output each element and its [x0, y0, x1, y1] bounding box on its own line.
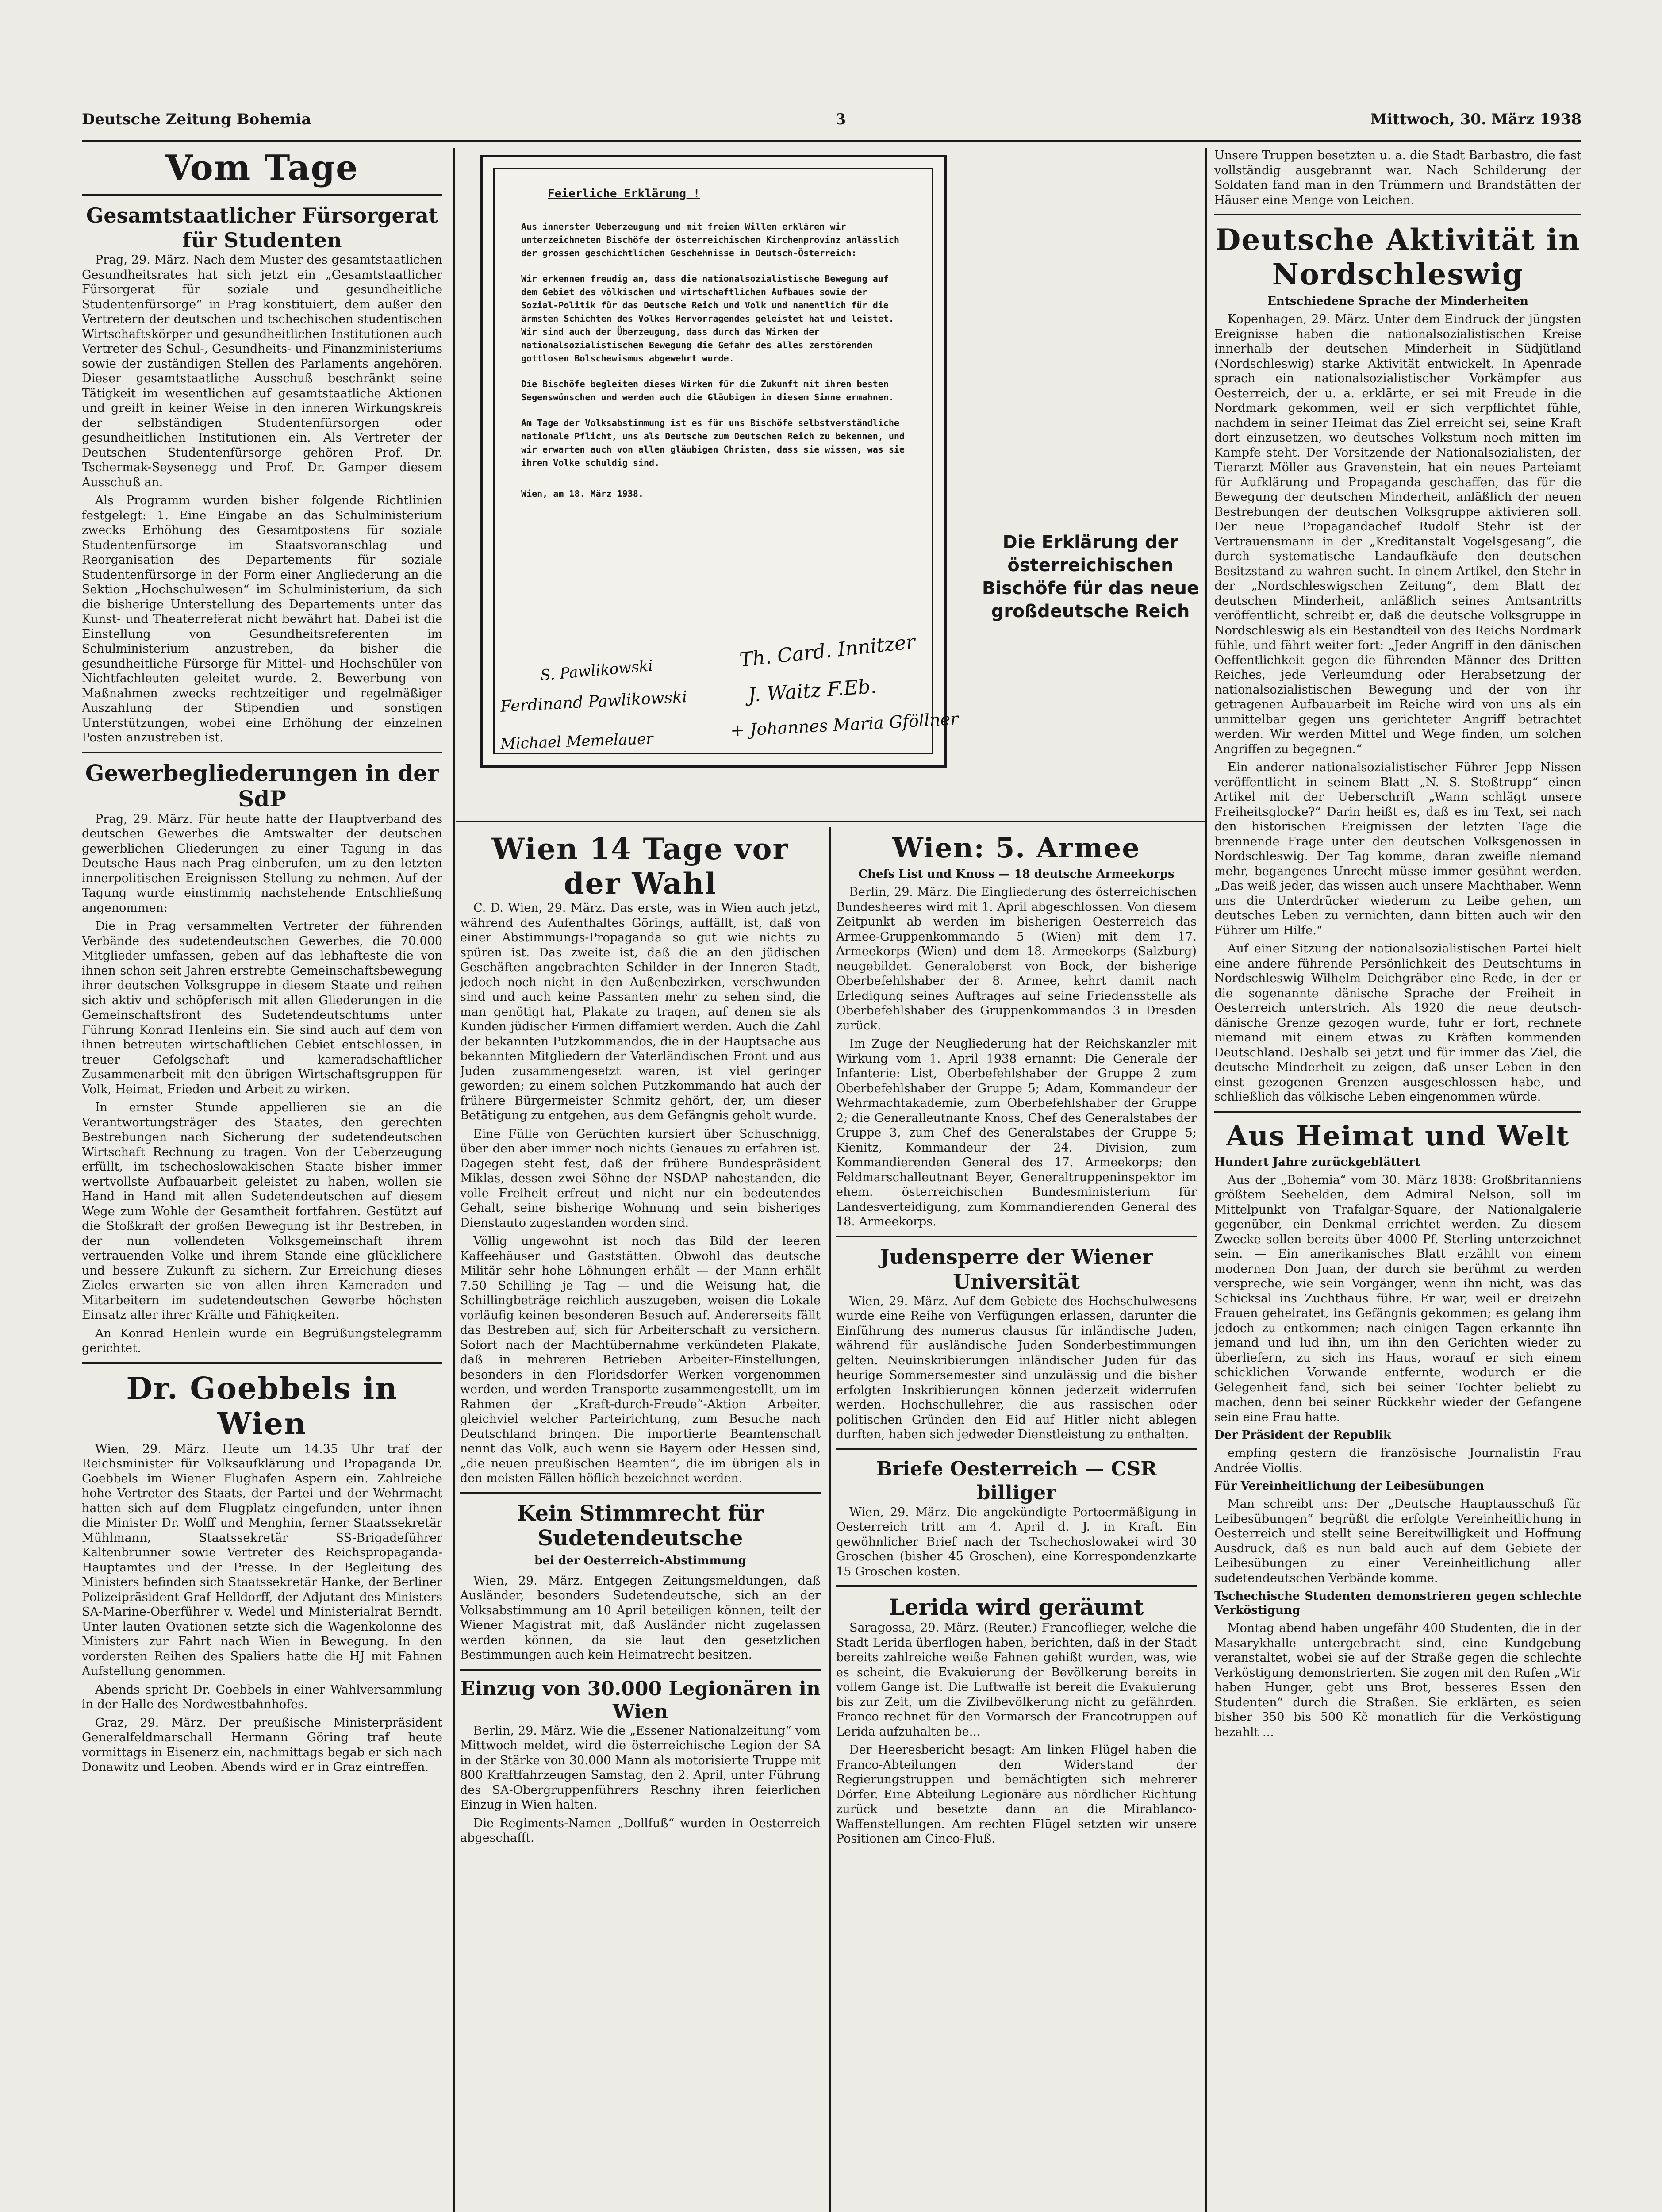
column-2	[460, 832, 821, 2212]
column-rule	[829, 827, 831, 2212]
headline: Deutsche Aktivität in Nordschleswig	[1215, 223, 1581, 292]
paragraph: Berlin, 29. März. Wie die „Essener Nationalzeitung“ vom Mittwoch meldet, wird die österreichische Legion der SA in der Stärke von 30.000 Mann als motorisierte Truppe mit 800 Kraftfahrzeugen Samstag, den 2. April, unter Führung des SA-Obergruppenführers Reschny ihren feierlichen Einzug in Wien halten.	[460, 1724, 821, 1812]
facsimile-date: Wien, am 18. März 1938.	[521, 488, 644, 499]
divider	[456, 821, 1205, 822]
paragraph: Völlig ungewohnt ist noch das Bild der leeren Kaffeehäuser und Gaststätten. Obwohl das deutsche Militär sehr hohe Löhnungen erhält — der Mann erhält 7.50 Schilling je Tag — und die Weisung hat, die Schillingbeträge reichlich auszugeben, weisen die Lokale vorläufig keinen besonderen Besuch auf. Andererseits fällt das Bestreben auf, sich für Arbeiterschaft zu versichern. Sofort nach der Machtübernahme verkündeten Plakate, daß in mehreren Betrieben Arbeiter-Einstellungen, besonders in den Floridsdorfer Werken vorgenommen werden, und werden Transporte zusammengestellt, um im Rahmen der „Kraft-durch-Freude“-Aktion Arbeiter, gleichviel welcher Parteirichtung, zum Besuche nach Deutschland bringen. Die importierte Beamtenschaft nennt das Volk, auch wenn sie Bayern oder Hessen sind, „die neuen preußischen Beamten“, die im übrigen als in den meisten Fällen höflich bezeichnet werden.	[460, 1234, 821, 1485]
paragraph: Die in Prag versammelten Vertreter der führenden Verbände des sudetendeutschen Gewerbes, die 70.000 Mitglieder umfassen, geben auf das lebhafteste die von ihnen schon seit Jahren erstrebte Gemeinschaftsbewegung ihrer deutschen Volksgruppe in diesem Staate und reihen sich aktiv und schöpferisch mit allen Gliederungen in die Gemeinschaftsfront des Sudetendeutschtums unter Führung Konrad Henleins ein. Sie sind auch auf dem von ihnen betreuten wirtschaftlichen Gebiet entschlossen, in treuer Gefolgschaft und kameradschaftlicher Zusammenarbeit mit den übrigen Wirtschaftsgruppen für Volk, Heimat, Frieden und Arbeit zu wirken.	[82, 919, 442, 1096]
paragraph: Im Zuge der Neugliederung hat der Reichskanzler mit Wirkung vom 1. April 1938 ernannt: Die Generale der Infanterie: List, Oberbefehlshaber der Gruppe 2 zum Oberbefehlshaber der Gruppe 5; Adam, Kommandeur der Wehrmachtakademie, zum Oberbefehlshaber der Gruppe 2; die Generalleutnante Knoss, Chef des Generalstabes der Gruppe 3, zum Chef des Generalstabes der Gruppe 5; Kienitz, Kommandeur der 24. Division, zum Kommandierenden General des 17. Armeekorps; den Feldmarschalleutnant Beyer, Generaltruppeninspektor im ehem. österreichischen Bundesministerium für Landesverteidigung, zum Kommandierenden General des 18. Armeekorps.	[836, 1037, 1197, 1229]
section-title: Vom Tage	[165, 148, 359, 188]
divider	[1214, 214, 1581, 215]
facsimile-paragraph: Aus innerster Ueberzeugung und mit freiem Willen erklären wir unterzeichneten Bischöfe der österreichischen Kirchenprovinz anlässlich der grossen geschichtlichen Geschehnisse in Deutsch-Österreich:	[521, 221, 899, 258]
subheadline: Hundert Jahre zurückgeblättert	[1214, 1155, 1420, 1169]
headline: Dr. Goebbels in Wien	[126, 1371, 398, 1442]
masthead-rule	[82, 140, 1581, 142]
headline: Kein Stimmrecht für Sudetendeutsche	[517, 1501, 764, 1551]
subheadline: Der Präsident der Republik	[1214, 1429, 1391, 1442]
masthead	[82, 101, 1581, 138]
headline: Einzug von 30.000 Legionären in Wien	[460, 1677, 821, 1723]
masthead-title: Deutsche Zeitung Bohemia	[82, 111, 311, 128]
paragraph: Eine Fülle von Gerüchten kursiert über Schuschnigg, über den aber immer noch nichts Genaues zu erfahren ist. Dagegen steht fest, daß der frühere Bundespräsident Miklas, dessen zwei Söhne der NSDAP nahestanden, die volle Freiheit erfreut und nicht nur ein bedeutendes Gehalt, seine bisherige Wohnung und sein bisheriges Dienstauto zugestanden worden sind.	[460, 1127, 821, 1230]
facsimile-paragraph: Am Tage der Volksabstimmung ist es für uns Bischöfe selbstverständliche nationale Pflicht, uns als Deutsche zum Deutschen Reich zu bekennen, und wir erwarten auch von allen gläubigen Christen, dass sie wissen, was sie ihrem Volke schuldig sind.	[521, 418, 905, 468]
facsimile-paragraph: Die Bischöfe begleiten dieses Wirken für die Zukunft mit ihren besten Segenswünschen und werden auch die Gläubigen in diesem Sinne ermahnen.	[521, 379, 894, 403]
paragraph: Ein anderer nationalsozialistischer Führer Jepp Nissen veröffentlicht in seinem Blatt „N. S. Stoßtrupp“ einen Artikel mit der Ueberschrift „Wann schlägt unsere Freiheitsglocke?“ Darin heißt es, daß es im Text, sei nach den historischen Ereignissen der letzten Tage die brennende Frage unter den deutschen Volksgenossen in Nordschleswig. Der Tag komme, daran zweifle niemand mehr, begangenes Unrecht müsse immer gesühnt werden. „Das weiß jeder, das wissen auch unsere Machthaber. Wenn uns die Unterdrücker wiederum zu Leibe gehen, um deutsches Leben zu vernichten, dann bitten auch wir den Führer um Hilfe.“	[1214, 760, 1581, 937]
divider	[836, 1448, 1197, 1450]
paragraph: Die Regiments-Namen „Dollfuß“ wurden in Oesterreich abgeschafft.	[460, 1816, 821, 1845]
facsimile-title: Feierliche Erklärung !	[548, 187, 700, 200]
masthead-date: Mittwoch, 30. März 1938	[1370, 111, 1581, 128]
paragraph: Wien, 29. März. Entgegen Zeitungsmeldungen, daß Ausländer, besonders Sudetendeutsche, sich an der Volksabstimmung am 10 April beteiligen können, teilt der Wiener Magistrat mit, daß Ausländer nicht zugelassen werden können, da sie laut den gesetzlichen Bestimmungen auch kein Heimatrecht besitzen.	[460, 1574, 821, 1662]
paragraph: An Konrad Henlein wurde ein Begrüßungstelegramm gerichtet.	[82, 1326, 442, 1355]
divider	[82, 752, 442, 753]
paragraph: Unsere Truppen besetzten u. a. die Stadt Barbastro, die fast vollständig ausgebrannt war. Nach Schilderung der Soldaten fand man in den Trümmern und Brandstätten der Häuser eine Menge von Leichen.	[1214, 149, 1581, 207]
paragraph: Auf einer Sitzung der nationalsozialistischen Partei hielt eine andere führende Persönlichkeit des Deutschtums in Nordschleswig Wilhelm Deichgräber eine Rede, in der er die sogenannte dänische Sprache der Freiheit in Oesterreich unterstrich. Als 1920 die neue deutsch-dänische Grenze gezogen wurde, fuhr er fort, rechnete niemand mit einem etwas zu Kräften kommenden Deutschland. Deshalb sei jetzt und für immer das Ziel, die deutsche Minderheit zu zeigen, daß unser Leben in den einst gezogenen Grenzen ausgeschlossen habe, und schließlich das völkische Leben eingenommen würde.	[1214, 942, 1581, 1104]
column-3	[836, 832, 1197, 2212]
paragraph: Wien, 29. März. Heute um 14.35 Uhr traf der Reichsminister für Volksaufklärung und Propaganda Dr. Goebbels im Wiener Flughafen Aspern ein. Zahlreiche hohe Vertreter des Staats, der Partei und der Wehrmacht hatten sich auf dem Flugplatz eingefunden, unter ihnen die Minister Dr. Wolff und Menghin, ferner Staatssekretär Mühlmann, Staatssekretär SS-Brigadeführer Kaltenbrunner sowie Vertreter des Reichspropaganda-Hauptamtes und der Presse. In der Begleitung des Ministers befinden sich Staatssekretär Hanke, der Berliner Polizeipräsident Graf Helldorff, der Adjutant des Ministers SA-Marine-Oberführer v. Wedel und Ministerialrat Berndt. Unter lauten Ovationen setzte sich die Wagenkolonne des Ministers zur Fahrt nach Wien in Bewegung. In den vordersten Reihen des Spaliers hatte die HJ mit Fahnen Aufstellung genommen.	[82, 1442, 442, 1678]
page-number: 3	[835, 111, 846, 128]
paragraph: In ernster Stunde appellieren sie an die Verantwortungsträger des Staates, den gerechten Bestrebungen nach Sicherung der sudetendeutschen Wirtschaft Rechnung zu tragen. Von der Ueberzeugung erfüllt, im tschechoslowakischen Staate bisher immer wertvollste Aufbauarbeit geleistet zu haben, wollen sie Hand in Hand mit allen Sudetendeutschen auf diesem Wege zum Wohle der Gesamtheit fortfahren. Gestützt auf die Stoßkraft der großen Bewegung ist ihr Bestreben, in der nun vollendeten Volksgemeinschaft ihrem vertrauenden Volke und ihrem Stande eine glücklichere und bessere Zukunft zu sichern. Zur Erreichung dieses Zieles erwarten sie von allen ihren Kameraden und Mitarbeitern im sudetendeutschen Gewerbe höchsten Einsatz aller ihrer Kräfte und Fähigkeiten.	[82, 1101, 442, 1322]
paragraph: Graz, 29. März. Der preußische Ministerpräsident Generalfeldmarschall Hermann Göring traf heute vormittags in Eisenerz ein, nachmittags begab er sich nach Donawitz und Leoben. Abends wird er in Graz eintreffen.	[82, 1716, 442, 1774]
subheadline: bei der Oesterreich-Abstimmung	[534, 1554, 746, 1567]
divider	[460, 1669, 821, 1671]
column-1	[82, 148, 442, 2212]
photo-caption: Die Erklärung der österreichischen Bischöfe für das neue großdeutsche Reich	[982, 532, 1199, 622]
subheadline: Tschechische Studenten demonstrieren gegen schlechte Verköstigung	[1214, 1590, 1581, 1617]
column-rule	[1205, 148, 1207, 2212]
paragraph: Prag, 29. März. Nach dem Muster des gesamtstaatlichen Gesundheitsrates hat sich jetzt ein „Gesamtstaatlicher Fürsorgerat für soziale und gesundheitliche Studentenfürsorge“ in Prag konstituiert, dem außer den Vertretern der deutschen und tschechischen studentischen Wirtschaftskörper und gesundheitlichen Institutionen auch Vertreter des Schul-, Gesundheits- und Finanzministeriums sowie der zuständigen Stellen des Parlaments angehören. Dieser gesamtstaatliche Ausschuß beschränkt seine Tätigkeit im wesentlichen auf gesamtstaatliche Aktionen und greift in keiner Weise in den inneren Wirkungskreis der selbständigen Studentenfürsorgen oder gesundheitlichen Institutionen ein. Als Vertreter der Deutschen Studentenfürsorge gehören Prof. Dr. Tschermak-Seysenegg und Prof. Dr. Gamper diesem Ausschuß an.	[82, 253, 442, 489]
divider	[1214, 1111, 1581, 1113]
signature: J. Waitz F.Eb.	[747, 675, 878, 707]
paragraph: Berlin, 29. März. Die Eingliederung des österreichischen Bundesheeres wird mit 1. April abgeschlossen. Von diesem Zeitpunkt ab werden im bisherigen Oesterreich das Armee-Gruppenkommando 5 (Wien) mit dem 17. Armeekorps (Wien) und dem 18. Armeekorps (Salzburg) neugebildet. Generaloberst von Bock, der bisherige Oberbefehlshaber der 8. Armee, kehrt damit nach Erledigung seines Auftrages auf seine Friedensstelle als Oberbefehlshaber des Gruppenkommandos 3 in Dresden zurück.	[836, 885, 1197, 1033]
paragraph: Prag, 29. März. Für heute hatte der Hauptverband des deutschen Gewerbes die Amtswalter der deutschen gewerblichen Gliederungen zu einer Tagung in das Deutsche Haus nach Prag einberufen, um zu den letzten innerpolitischen Ereignissen Stellung zu nehmen. Auf der Tagung wurde einstimmig nachstehende Entschließung angenommen:	[82, 812, 442, 915]
column-rule	[453, 148, 455, 2212]
divider	[836, 1236, 1197, 1237]
signature: Ferdinand Pawlikowski	[500, 687, 688, 716]
paragraph: Aus der „Bohemia“ vom 30. März 1838: Großbritanniens größtem Seehelden, dem Admiral Nelson, soll im Mittelpunkt von Trafalgar-Square, der Nationalgalerie gegenüber, ein Denkmal errichtet werden. Zu diesem Zwecke sollen bereits über 4000 Pf. Sterling unterzeichnet sein. — Ein amerikanisches Blatt erzählt von einem modernen Don Juan, der durch sie berühmt zu werden verspreche, wie sein Vorgänger, wenn ihn nicht, was das Schicksal ins Zuchthaus führe. Er war, weil er dreizehn Frauen geheiratet, ins Gefängnis gekommen; es gelang ihm jedoch zu entkommen; nach einigen Tagen erkannte ihn jemand und lud ihn, um ihn den Gerichten wieder zu überliefern, zu sich ins Haus, worauf er sich einem schicklichen Vorwande entfernte, wodurch er die Gelegenheit fand, sich bei seiner Tochter beliebt zu machen, denn bei seiner Rückkehr wieder der Gefangene sein eine Frau hatte.	[1214, 1173, 1581, 1424]
signature: + Johannes Maria Gföllner	[730, 709, 959, 741]
subheadline: Entschiedene Sprache der Minderheiten	[1267, 295, 1528, 308]
headline: Judensperre der Wiener Universität	[879, 1244, 1153, 1294]
paragraph: Wien, 29. März. Die angekündigte Portoermäßigung in Oesterreich tritt am 4. April d. J. in Kraft. Ein gewöhnlicher Brief nach der Tschechoslowakei wird 30 Groschen (bisher 45 Groschen), eine Korrespondenzkarte 15 Groschen kosten.	[836, 1505, 1197, 1578]
subheadline: Für Vereinheitlichung der Leibesübungen	[1214, 1479, 1484, 1493]
facsimile-document	[480, 155, 959, 768]
paragraph: Saragossa, 29. März. (Reuter.) Francoflieger, welche die Stadt Lerida überflogen haben, berichten, daß in der Stadt bereits zahlreiche weiße Fahnen gehißt wurden, was, wie es scheint, die Evakuierung der Bevölkerung bereits in vollem Gange ist. Die Luftwaffe ist bereit die Evakuierung bis zur Zeit, um die Zivilbevölkerung nicht zu gefährden. Franco rechnet für den Vormarsch der Francotruppen auf Lerida aufzuhalten be...	[836, 1621, 1197, 1739]
headline: Gewerbegliederungen in der SdP	[85, 760, 439, 812]
paragraph: empfing gestern die französische Journalistin Frau Andrée Viollis.	[1214, 1446, 1581, 1475]
divider	[836, 1585, 1197, 1587]
divider	[82, 194, 442, 196]
paragraph: Kopenhagen, 29. März. Unter dem Eindruck der jüngsten Ereignisse haben die nationalsozialistischen Kreise innerhalb der deutschen Minderheit in Südjütland (Nordschleswig) starke Aktivität entwickelt. In Apenrade sprach ein nationalsozialistischer Vorkämpfer aus Oesterreich, der u. a. erklärte, er sei mit Freude in die Nordmark gekommen, weil er sich verpflichtet fühle, nachdem in seiner Heimat das Ziel erreicht sei, seine Kraft dort einzusetzen, wo deutsches Volkstum noch mitten im Kampfe steht. Der Vorsitzende der Nationalsozialisten, der Tierarzt Möller aus Gravenstein, hat ein neues Parteiamt für Aufklärung und Propaganda geschaffen, das für die Bewegung der deutschen Minderheit, anläßlich der neuen Bestrebungen der deutschen Volksgruppe aktivieren soll. Der neue Propagandachef Rudolf Stehr ist der Vertrauensmann in der „Kreditanstalt Vogelsgesang“, die durch systematische Landaufkäufe den deutschen Besitzstand zu wahren sucht. In einem Artikel, den Stehr in der „Nordschleswigschen Zeitung“, dem Blatt der deutschen Minderheit, anläßlich seines Amtsantritts veröffentlicht, schreibt er, daß die deutsche Volksgruppe in Nordschleswig als ein Bestandteil von des Reichs Nordmark fühle, und fährt weiter fort: „Jeder Angriff in den dänischen Oeffentlichkeit gegen die führenden Männer des Dritten Reiches, jede Verleumdung oder Herabsetzung der nationalsozialistischen Bewegung und der von ihr getragenen Aufbauarbeit im Reiche wird von uns als ein unmittelbar gegen uns gerichteter Angriff betrachtet werden. Wir werden Mittel und Wege finden, um solchen Angriffen zu begegnen.“	[1214, 312, 1581, 756]
headline: Lerida wird geräumt	[889, 1594, 1144, 1620]
paragraph: Wien, 29. März. Auf dem Gebiete des Hochschulwesens wurde eine Reihe von Verfügungen erlassen, darunter die Einführung des numerus clausus für inländische Juden, während für ausländische Juden Sonderbestimmungen gelten. Neuinskribierungen inländischer Juden für das heurige Sommersemester sind unzulässig und die bisher erfolgten Inskribierungen können jederzeit widerrufen werden. Hochschullehrer, die aus rassischen oder politischen Gründen den Eid auf Hitler nicht ablegen durften, haben sich jedweder Dienstleistung zu enthalten.	[836, 1294, 1197, 1441]
subheadline: Chefs List und Knoss — 18 deutsche Armeekorps	[858, 868, 1175, 881]
paragraph: Abends spricht Dr. Goebbels in einer Wahlversammlung in der Halle des Nordwestbahnhofes.	[82, 1682, 442, 1711]
signature: Th. Card. Innitzer	[738, 630, 917, 672]
headline: Wien 14 Tage vor der Wahl	[491, 832, 789, 901]
facsimile-paragraph: Wir erkennen freudig an, dass die nationalsozialistische Bewegung auf dem Gebiet des völkischen und wirtschaftlichen Aufbaues sowie der Sozial-Politik für das Deutsche Reich und Volk und namentlich für die ärmsten Schichten des Volkes Hervorragendes geleistet hat und leistet. Wir sind auch der Überzeugung, dass durch das Wirken der nationalsozialistischen Bewegung die Gefahr des alles zerstörenden gottlosen Bolschewismus abgewehrt wurde.	[521, 273, 894, 364]
divider	[82, 1362, 442, 1364]
paragraph: Montag abend haben ungefähr 400 Studenten, die in der Masarykhalle untergebracht sind, eine Kundgebung veranstaltet, wobei sie auf der Straße gegen die schlechte Verköstigung demonstrierten. Sie zogen mit den Rufen „Wir haben Hunger, gebt uns Brot, besseres Essen den Studenten“ durch die Straßen. Sie erklärten, es seien bisher 350 bis 500 Kč monatlich für die Verköstigung bezahlt ...	[1214, 1621, 1581, 1739]
paragraph: C. D. Wien, 29. März. Das erste, was in Wien auch jetzt, während des Aufenthaltes Görings, auffällt, ist, daß von einer Abstimmungs-Propaganda so gut wie nichts zu spüren ist. Das zweite ist, daß die an den jüdischen Geschäften angebrachten Schilder in der Inneren Stadt, jedoch noch nicht in den Außenbezirken, verschwunden sind und auch keine Passanten mehr zu sehen sind, die man genötigt hat, Plakate zu tragen, auf denen sie als Kunden jüdischer Firmen diffamiert werden. Auch die Zahl der bekannten Putzkommandos, die in der Hauptsache aus bekannten Mitgliedern der Vaterländischen Front und aus Juden zusammengesetzt waren, ist viel geringer geworden; zu einem solchen Putzkommando hat auch der frühere Bürgermeister Schmitz gehört, der, um dieser Betätigung zu entgehen, aus dem Gefängnis geholt wurde.	[460, 901, 821, 1122]
paragraph: Man schreibt uns: Der „Deutsche Hauptausschuß für Leibesübungen“ begrüßt die erfolgte Vereinheitlichung in Oesterreich und stellt seine Bereitwilligkeit und Hoffnung Ausdruck, daß es nun bald auch auf dem Gebiete der Leibesübungen zu einer Vereinheitlichung aller sudetendeutschen Verbände komme.	[1214, 1497, 1581, 1585]
headline: Briefe Oesterreich — CSR billiger	[876, 1457, 1157, 1504]
signature: S. Pawlikowski	[539, 657, 654, 685]
signature: Michael Memelauer	[500, 730, 654, 753]
headline: Gesamtstaatlicher Fürsorgerat für Studenten	[86, 204, 438, 252]
headline: Aus Heimat und Welt	[1226, 1119, 1570, 1152]
column-4	[1214, 148, 1581, 2212]
paragraph: Der Heeresbericht besagt: Am linken Flügel haben die Franco-Abteilungen den Widerstand der Regierungstruppen und bemächtigten sich mehrerer Dörfer. Eine Abteilung Legionäre aus nördlicher Richtung zurück und besetzte dann an die Mirablanco-Waffenstellungen. Am rechten Flügel setzten wir unsere Positionen am Cinco-Fluß.	[836, 1743, 1197, 1846]
headline: Wien: 5. Armee	[892, 832, 1140, 864]
divider	[460, 1492, 821, 1494]
paragraph: Als Programm wurden bisher folgende Richtlinien festgelegt: 1. Eine Eingabe an das Schulministerium zwecks Erhöhung des Gesamtpostens für soziale Studentenfürsorge im Staatsvoranschlag und Reorganisation des Departements für soziale Studentenfürsorge in der Form einer Angliederung an die Sektion „Hochschulwesen“ im Schulministerium, da sich die bisherige Unterstellung des Departements unter das Kunst- und Theaterreferat nicht bewährt hat. Dabei ist die Einstellung von Gesundheitsreferenten im Schulministerium anzustreben, da bisher die gesundheitliche Fürsorge für Mittel- und Hochschüler von Nichtfachleuten geleitet wurde. 2. Bewerbung von Maßnahmen zwecks rechtzeitiger und regelmäßiger Auszahlung der Stipendien und sonstigen Unterstützungen, wobei eine Erhöhung der einzelnen Posten anzustreben ist.	[82, 494, 442, 745]
